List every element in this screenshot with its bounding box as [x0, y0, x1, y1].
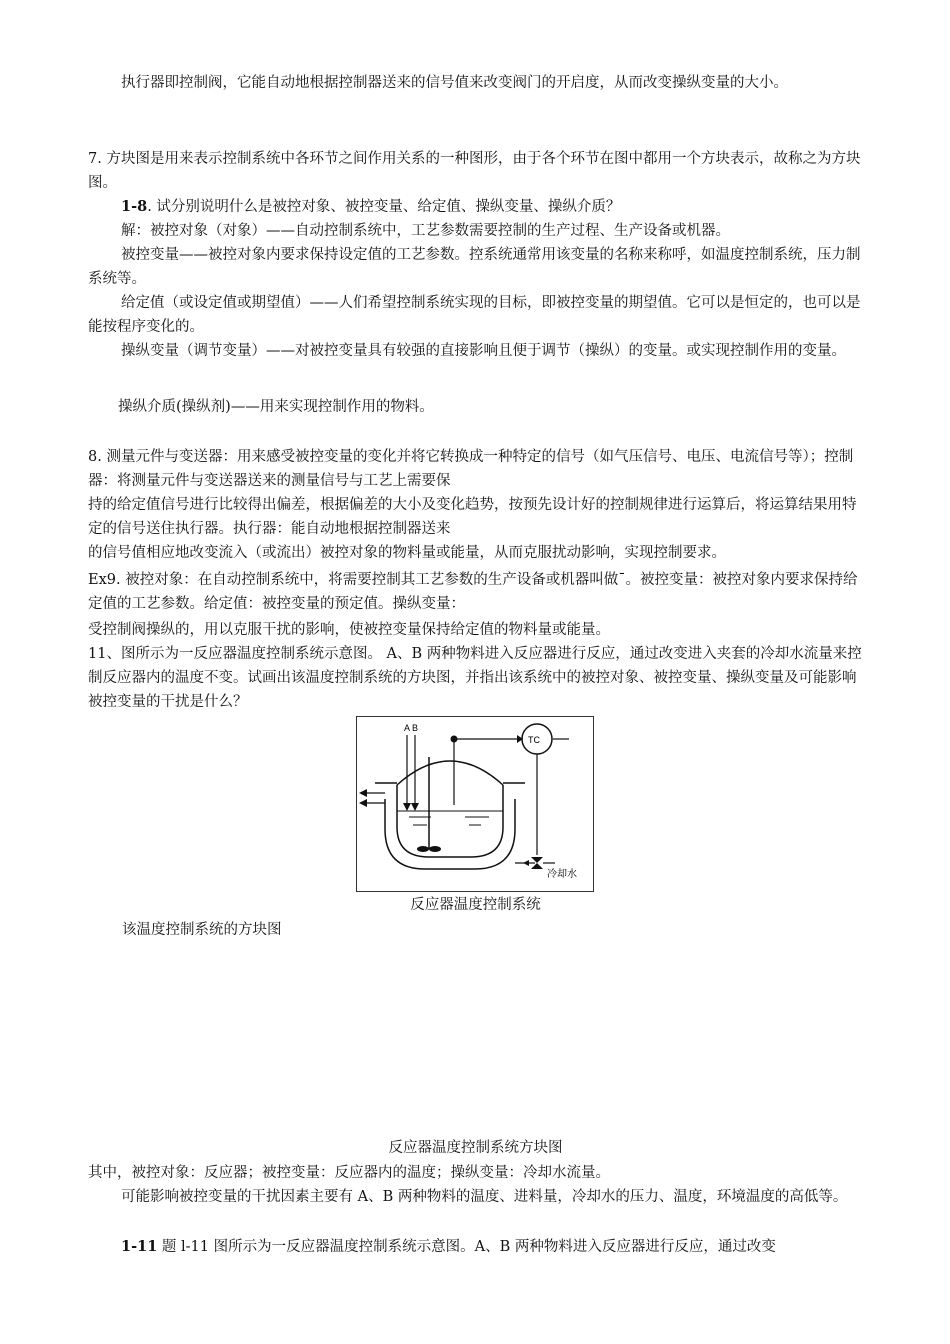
- answer-11-summary: 其中，被控对象：反应器；被控变量：反应器内的温度；操纵变量：冷却水流量。: [88, 1165, 610, 1181]
- reactor-diagram: [357, 717, 593, 891]
- block-diagram-intro: 该温度控制系统的方块图: [122, 922, 282, 938]
- question-11: 11、图所示为一反应器温度控制系统示意图。 A、B 两种物料进入反应器进行反应，通过改变进入夹套的冷却水流量来控制反应器内的温度不变。试画出该温度控制系统的方块图，并指出该系统中的被控对象、被控变量、操纵变量及可能影响被控变量的干扰是什么？: [88, 646, 862, 710]
- answer-11-disturbances: 可能影响被控变量的干扰因素主要有 A、B 两种物料的温度、进料量，冷却水的压力、温度，环境温度的高低等。: [121, 1189, 848, 1205]
- reactor-figure: [356, 716, 594, 892]
- coolant-label: 冷却水: [547, 869, 577, 880]
- answer-manipulated-variable: 操纵变量（调节变量）——对被控变量具有较强的直接影响且便于调节（操纵）的变量。或实现控制作用的变量。: [121, 343, 846, 359]
- block-diagram-caption: 反应器温度控制系统方块图: [388, 1140, 563, 1156]
- paragraph-ex9-part1: Ex9. 被控对象：在自动控制系统中，将需要控制其工艺参数的生产设备或机器叫做ˉ。被控变量：被控对象内要求保持给定值的工艺参数。给定值：被控变量的预定值。操纵变量：: [88, 572, 858, 612]
- answer-controlled-object: 解：被控对象（对象）——自动控制系统中，工艺参数需要控制的生产过程、生产设备或机器。: [121, 223, 730, 239]
- paragraph-block-diagram-def: 7. 方块图是用来表示控制系统中各环节之间作用关系的一种图形，由于各个环节在图中都用一个方块表示，故称之为方块图。: [88, 151, 861, 191]
- question-number: 1-11: [121, 1238, 158, 1255]
- answer-setpoint: 给定值（或设定值或期望值）——人们希望控制系统实现的目标，即被控变量的期望值。它可以是恒定的，也可以是能按程序变化的。: [88, 295, 861, 335]
- question-text: . 试分别说明什么是被控对象、被控变量、给定值、操纵变量、操纵介质？: [147, 199, 621, 215]
- paragraph-ex9-part2: 受控制阀操纵的，用以克服干扰的影响，使被控变量保持给定值的物料量或能量。: [88, 622, 610, 638]
- question-1-8: [88, 195, 863, 219]
- feed-label-ab: A B: [404, 723, 419, 733]
- question-number: 1-8: [121, 198, 148, 215]
- answer-controlled-variable: 被控变量——被控对象内要求保持设定值的工艺参数。控系统通常用该变量的名称来称呼，如温度控制系统，压力制系统等。: [88, 247, 861, 287]
- paragraph-8-part2: 持的给定值信号进行比较得出偏差，根据偏差的大小及变化趋势，按预先设计好的控制规律进行运算后，将运算结果用特定的信号送住执行器。执行器：能自动地根据控制器送来: [88, 497, 857, 537]
- paragraph-8-part3: 的信号值相应地改变流入（或流出）被控对象的物料量或能量，从而克服扰动影响，实现控制要求。: [88, 545, 726, 561]
- tc-label: TC: [528, 735, 540, 745]
- figure-caption: 反应器温度控制系统: [410, 897, 541, 913]
- paragraph-actuator: 执行器即控制阀，它能自动地根据控制器送来的信号值来改变阀门的开启度，从而改变操纵变量的大小。: [121, 75, 788, 91]
- answer-manipulated-medium: 操纵介质(操纵剂)——用来实现控制作用的物料。: [118, 399, 434, 415]
- question-text: 题 l-11 图所示为一反应器温度控制系统示意图。A、B 两种物料进入反应器进行反应，通过改变: [157, 1239, 776, 1255]
- paragraph-8-part1: 8. 测量元件与变送器：用来感受被控变量的变化并将它转换成一种特定的信号（如气压信号、电压、电流信号等）；控制器：将测量元件与变送器送来的测量信号与工艺上需要保: [88, 449, 854, 489]
- question-1-11: [88, 1235, 863, 1259]
